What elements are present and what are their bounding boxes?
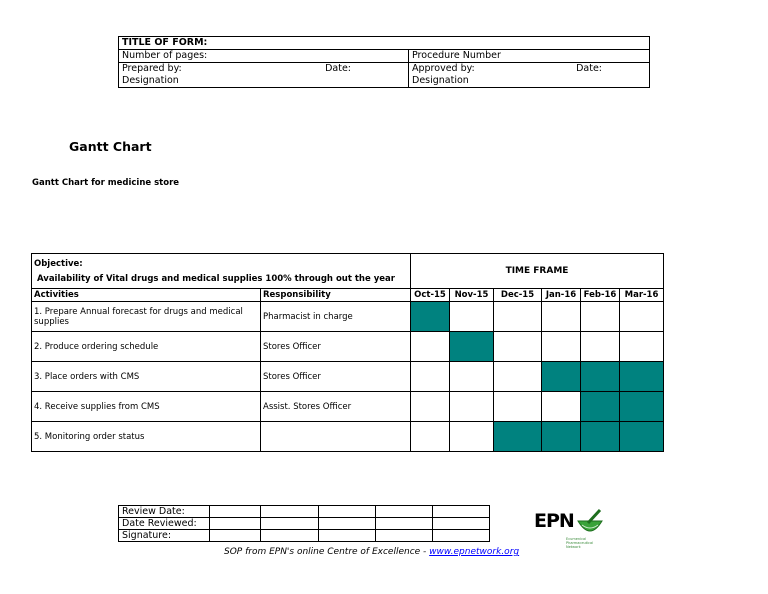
gantt-empty-cell <box>542 332 581 362</box>
page-title: Gantt Chart <box>69 139 152 154</box>
gantt-bar-cell <box>542 422 581 452</box>
gantt-bar-cell <box>450 332 494 362</box>
activities-header: Activities <box>32 289 261 302</box>
table-row <box>32 362 664 392</box>
responsibility-cell: Assist. Stores Officer <box>261 392 411 422</box>
month-header: Nov-15 <box>450 289 494 302</box>
gantt-empty-cell <box>494 392 542 422</box>
activity-cell: 5. Monitoring order status <box>32 422 261 452</box>
signature-label: Signature: <box>119 530 210 542</box>
objective-cell <box>32 254 411 289</box>
review-cell <box>319 530 376 542</box>
month-header: Feb-16 <box>581 289 620 302</box>
prepared-by: Prepared by: <box>122 63 182 74</box>
objective-text: Availability of Vital drugs and medical supplies 100% through out the year <box>37 274 395 284</box>
gantt-empty-cell <box>494 332 542 362</box>
review-cell <box>319 518 376 530</box>
logo-text: EPN <box>534 510 574 532</box>
gantt-empty-cell <box>581 332 620 362</box>
gantt-empty-cell <box>620 332 664 362</box>
gantt-empty-cell <box>450 392 494 422</box>
month-header: Jan-16 <box>542 289 581 302</box>
month-header: Mar-16 <box>620 289 664 302</box>
table-row <box>32 302 664 332</box>
gantt-bar-cell <box>411 302 450 332</box>
review-cell <box>210 518 261 530</box>
footer-link[interactable]: www.epnetwork.org <box>429 547 520 557</box>
review-cell <box>376 518 433 530</box>
prepared-date: Date: <box>325 63 351 74</box>
responsibility-cell: Pharmacist in charge <box>261 302 411 332</box>
gantt-bar-cell <box>620 392 664 422</box>
prepared-by-cell <box>119 63 409 88</box>
activity-cell: 2. Produce ordering schedule <box>32 332 261 362</box>
approved-date: Date: <box>576 63 602 74</box>
table-row <box>32 422 664 452</box>
gantt-empty-cell <box>411 392 450 422</box>
gantt-bar-cell <box>581 392 620 422</box>
gantt-empty-cell <box>411 362 450 392</box>
gantt-empty-cell <box>494 362 542 392</box>
review-cell <box>210 530 261 542</box>
gantt-empty-cell <box>450 302 494 332</box>
gantt-empty-cell <box>542 392 581 422</box>
designation-left: Designation <box>122 75 179 86</box>
gantt-empty-cell <box>450 422 494 452</box>
approved-by: Approved by: <box>412 63 475 74</box>
gantt-empty-cell <box>581 302 620 332</box>
gantt-empty-cell <box>450 362 494 392</box>
review-cell <box>261 518 319 530</box>
footer <box>224 547 519 557</box>
table-row <box>32 392 664 422</box>
activity-cell: 1. Prepare Annual forecast for drugs and medical supplies <box>32 302 261 332</box>
review-table <box>118 505 490 542</box>
review-cell <box>433 518 490 530</box>
review-cell <box>433 506 490 518</box>
review-cell <box>433 530 490 542</box>
footer-text: SOP from EPN's online Centre of Excellence - <box>224 547 430 557</box>
month-header: Dec-15 <box>494 289 542 302</box>
gantt-bar-cell <box>581 422 620 452</box>
form-header-table <box>118 36 650 88</box>
responsibility-header: Responsibility <box>261 289 411 302</box>
mortar-pestle-icon <box>574 507 606 539</box>
gantt-empty-cell <box>494 302 542 332</box>
review-cell <box>376 506 433 518</box>
gantt-bar-cell <box>581 362 620 392</box>
gantt-table <box>31 253 664 452</box>
review-cell <box>376 530 433 542</box>
review-date-label: Review Date: <box>119 506 210 518</box>
activity-cell: 3. Place orders with CMS <box>32 362 261 392</box>
gantt-empty-cell <box>411 422 450 452</box>
title-of-form: TITLE OF FORM: <box>119 37 650 50</box>
time-frame-header: TIME FRAME <box>411 254 664 289</box>
review-cell <box>261 530 319 542</box>
gantt-bar-cell <box>542 362 581 392</box>
logo-subtext: Ecumenical Pharmaceutical Network <box>566 537 594 549</box>
gantt-empty-cell <box>620 302 664 332</box>
objective-label: Objective: <box>34 259 83 269</box>
gantt-empty-cell <box>411 332 450 362</box>
gantt-empty-cell <box>542 302 581 332</box>
review-cell <box>261 506 319 518</box>
gantt-bar-cell <box>620 362 664 392</box>
gantt-bar-cell <box>494 422 542 452</box>
responsibility-cell <box>261 422 411 452</box>
epn-logo <box>534 507 606 549</box>
activity-cell: 4. Receive supplies from CMS <box>32 392 261 422</box>
designation-right: Designation <box>412 75 469 86</box>
gantt-bar-cell <box>620 422 664 452</box>
approved-by-cell <box>409 63 650 88</box>
review-cell <box>319 506 376 518</box>
review-cell <box>210 506 261 518</box>
procedure-number: Procedure Number <box>409 50 650 63</box>
responsibility-cell: Stores Officer <box>261 362 411 392</box>
page-subtitle: Gantt Chart for medicine store <box>32 178 180 188</box>
date-reviewed-label: Date Reviewed: <box>119 518 210 530</box>
table-row <box>32 332 664 362</box>
number-of-pages: Number of pages: <box>119 50 409 63</box>
responsibility-cell: Stores Officer <box>261 332 411 362</box>
month-header: Oct-15 <box>411 289 450 302</box>
